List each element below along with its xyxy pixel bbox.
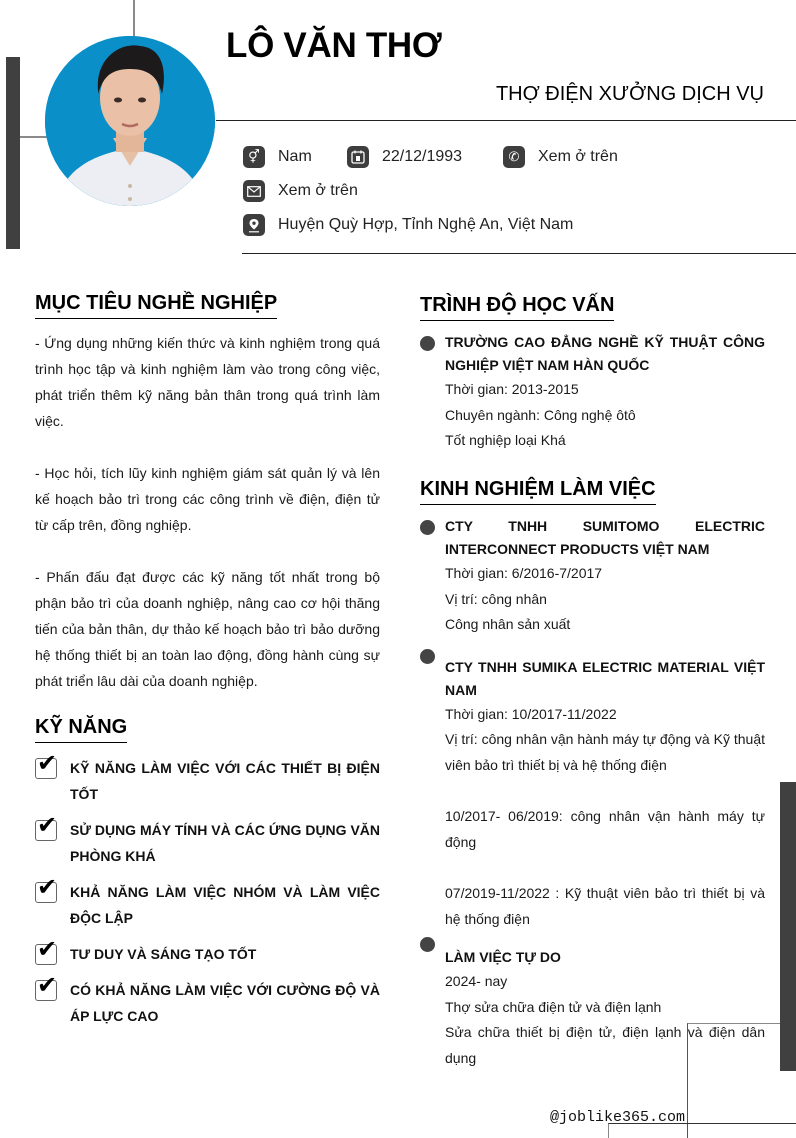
- experience-time: 2024- nay: [445, 973, 508, 989]
- mail-icon: [243, 180, 265, 202]
- objective-paragraph: - Ứng dụng những kiến thức và kinh nghiệm trong quá trình học tập và kinh nghiệm làm vào trong công việc, phát triển thêm kỹ năng bản thân trong quá trình làm việc.: [35, 335, 380, 429]
- decorative-line-top: [133, 0, 135, 40]
- education-major: Chuyên ngành: Công nghệ ôtô: [445, 406, 636, 423]
- phone-icon: ✆: [503, 146, 525, 168]
- experience-list: [420, 515, 765, 1071]
- dob-value: 22/12/1993: [382, 148, 463, 165]
- job-title: THỢ ĐIỆN XƯỞNG DỊCH VỤ: [495, 83, 764, 105]
- experience-detail: 10/2017- 06/2019: công nhân vận hành máy tự động: [445, 808, 765, 850]
- skill-item: [35, 972, 380, 1029]
- experience-time: Thời gian: 6/2016-7/2017: [445, 565, 603, 581]
- phone-value: Xem ở trên: [538, 148, 618, 165]
- education-grade: Tốt nghiệp loại Khá: [445, 432, 566, 448]
- bullet-dot-icon: [420, 649, 435, 664]
- checkbox-checked-icon: ✔: [37, 750, 58, 777]
- experience-entry: [420, 946, 765, 1071]
- contact-address: [243, 213, 573, 237]
- checkbox-checked-icon: ✔: [37, 972, 58, 999]
- company-name: LÀM VIỆC TỰ DO: [445, 949, 561, 965]
- education-time: Thời gian: 2013-2015: [445, 381, 579, 397]
- candidate-name: LÔ VĂN THƠ: [226, 26, 442, 65]
- person-portrait-icon: [45, 36, 215, 206]
- decorative-bar-left: [6, 57, 20, 249]
- checkbox-checked-icon: ✔: [37, 812, 58, 839]
- experience-entry: [420, 515, 765, 638]
- location-icon: [243, 214, 265, 236]
- skill-label: SỬ DỤNG MÁY TÍNH VÀ CÁC ỨNG DỤNG VĂN PHÒNG KHÁ: [70, 822, 380, 864]
- contact-gender: [243, 145, 312, 169]
- bullet-dot-icon: [420, 937, 435, 952]
- calendar-icon: [347, 146, 369, 168]
- gender-value: Nam: [278, 148, 312, 165]
- experience-time: Thời gian: 10/2017-11/2022: [445, 705, 617, 722]
- contact-email: [243, 179, 358, 203]
- experience-position: Thợ sửa chữa điện tử và điện lạnh: [445, 998, 662, 1015]
- experience-description: Công nhân sản xuất: [445, 616, 571, 632]
- bullet-dot-icon: [420, 336, 435, 351]
- objective-paragraph: - Học hỏi, tích lũy kinh nghiệm giám sát quản lý và lên kế hoạch bảo trì trong các công trình về điện, điện tử từ cấp trên, đồng nghiệp.: [35, 465, 380, 533]
- address-value: Huyện Quỳ Hợp, Tỉnh Nghệ An, Việt Nam: [278, 216, 574, 233]
- objective-paragraph: - Phấn đấu đạt được các kỹ năng tốt nhất trong bộ phận bảo trì của doanh nghiệp, nâng cao cơ hội thăng tiến của bản thân, dự thảo kế hoạch bảo trì bảo dưỡng hệ thống thiết bị an toàn lao động, đồng hành cùng sự phát triển lâu dài của doanh nghiệp.: [35, 569, 380, 689]
- decorative-bar-right: [780, 782, 796, 1071]
- bullet-dot-icon: [420, 520, 435, 535]
- skill-item: [35, 812, 380, 869]
- section-title-objective: MỤC TIÊU NGHỀ NGHIỆP: [35, 292, 277, 319]
- section-title-education: TRÌNH ĐỘ HỌC VẤN: [420, 294, 614, 321]
- school-name: TRƯỜNG CAO ĐẲNG NGHỀ KỸ THUẬT CÔNG NGHIỆP VIỆT NAM HÀN QUỐC: [445, 334, 765, 373]
- experience-detail: 07/2019-11/2022 : Kỹ thuật viên bảo trì thiết bị và hệ thống điện: [445, 885, 765, 927]
- skill-label: KỸ NĂNG LÀM VIỆC VỚI CÁC THIẾT BỊ ĐIỆN TỐT: [70, 760, 380, 802]
- education-list: [420, 331, 765, 454]
- experience-entry: [420, 656, 765, 933]
- footer-brand: @joblike365.com: [550, 1109, 686, 1126]
- skill-label: TƯ DUY VÀ SÁNG TẠO TỐT: [70, 946, 257, 962]
- education-entry: [420, 331, 765, 454]
- avatar-photo: [45, 36, 215, 206]
- checkbox-checked-icon: ✔: [37, 936, 58, 963]
- experience-position: Vị trí: công nhân: [445, 590, 547, 607]
- divider: [242, 253, 796, 254]
- skill-label: CÓ KHẢ NĂNG LÀM VIỆC VỚI CƯỜNG ĐỘ VÀ ÁP LỰC CAO: [70, 982, 380, 1024]
- section-title-experience: KINH NGHIỆM LÀM VIỆC: [420, 478, 656, 505]
- skills-list: [35, 750, 380, 1039]
- experience-position: Vị trí: công nhân vận hành máy tự động và Kỹ thuật viên bảo trì thiết bị và hệ thống điện: [445, 731, 765, 773]
- skill-item: [35, 936, 380, 967]
- email-value: Xem ở trên: [278, 182, 358, 199]
- company-name: CTY TNHH SUMIKA ELECTRIC MATERIAL VIỆT NAM: [445, 658, 765, 698]
- contact-dob: [347, 145, 462, 169]
- skill-item: [35, 874, 380, 931]
- experience-description: Sửa chữa thiết bị điện tử, điện lạnh và điện dân dụng: [445, 1024, 765, 1066]
- contact-phone: [503, 145, 618, 169]
- divider: [216, 120, 796, 121]
- checkbox-checked-icon: ✔: [37, 874, 58, 901]
- objective-text: [35, 330, 380, 720]
- skill-label: KHẢ NĂNG LÀM VIỆC NHÓM VÀ LÀM VIỆC ĐỘC LẬP: [70, 884, 380, 926]
- gender-icon: ⚥: [243, 146, 265, 168]
- section-title-skills: KỸ NĂNG: [35, 716, 127, 743]
- company-name: CTY TNHH SUMITOMO ELECTRIC INTERCONNECT PRODUCTS VIỆT NAM: [445, 518, 765, 557]
- skill-item: [35, 750, 380, 807]
